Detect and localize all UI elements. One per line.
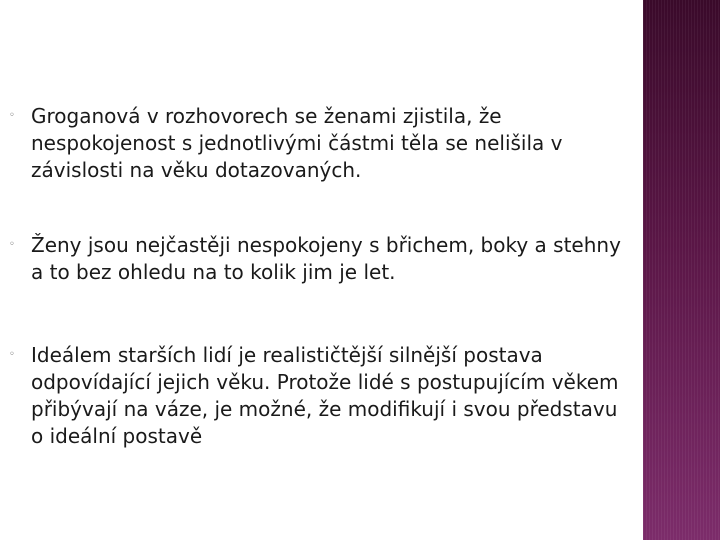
bullet-marker-icon: ◦	[9, 239, 15, 250]
bullet-marker-icon: ◦	[9, 110, 15, 121]
decorative-side-band	[643, 0, 720, 540]
bullet-marker-icon: ◦	[9, 349, 15, 360]
bullet-text: Ženy jsou nejčastěji nespokojeny s břichem, boky a stehny a to bez ohledu na to kolik jim je let.	[31, 233, 621, 284]
bullet-text: Ideálem starších lidí je realističtější silnější postava odpovídající jejich věku. Protože lidé s postupujícím věkem přibývají na váze, je možné, že modifikují i svou představu o ideální postavě	[31, 343, 619, 448]
bullet-text: Groganová v rozhovorech se ženami zjistila, že nespokojenost s jednotlivými částmi těla se nelišila v závislosti na věku dotazovaných.	[31, 104, 563, 182]
